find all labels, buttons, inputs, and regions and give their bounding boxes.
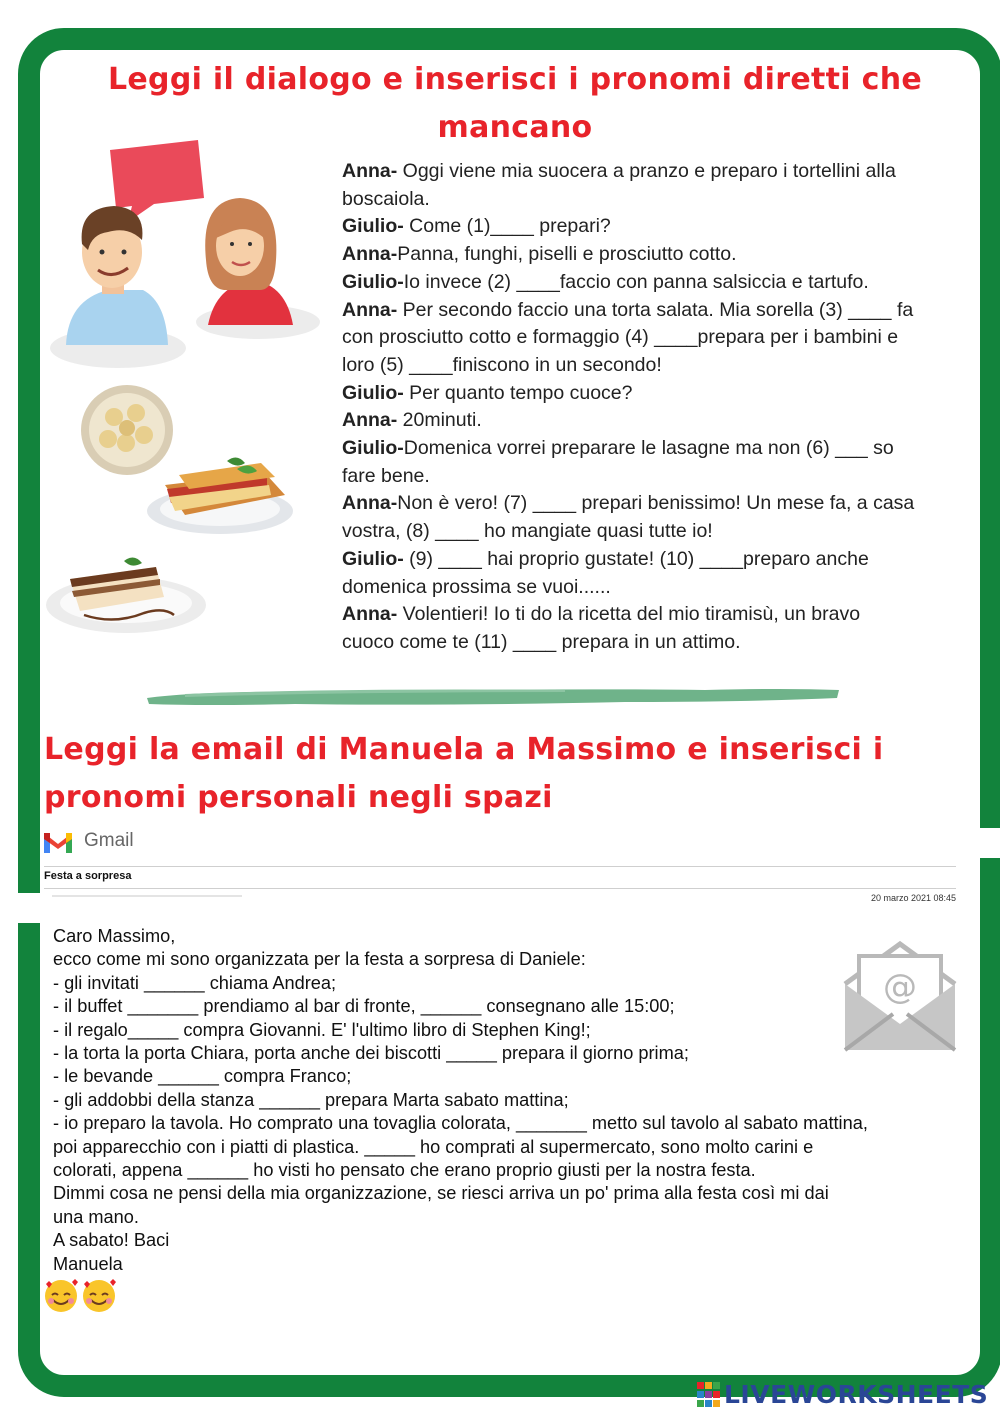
dialog-line: [342, 574, 960, 602]
frame-notch-right: [958, 828, 1000, 858]
section2-title-line1: Leggi la email di Manuela a Massimo e inserisci i: [44, 732, 884, 767]
email-line: Manuela: [53, 1253, 123, 1274]
lasagne-illustration: [145, 455, 295, 537]
dialog-speaker: Anna-: [342, 243, 398, 266]
dialog-text: cuoco come te (11) ____ prepara in un attimo.: [342, 630, 741, 653]
dialog-text: Come (1)____ prepari?: [403, 215, 611, 238]
dialog-line: [342, 241, 960, 269]
section1-title: [60, 56, 970, 152]
dialog-speaker: Anna-: [342, 603, 398, 626]
email-line: - la torta la porta Chiara, porta anche dei biscotti _____ prepara il giorno prima;: [53, 1043, 689, 1064]
dialog-line: [342, 186, 960, 214]
email-subject: Festa a sorpresa: [44, 870, 132, 882]
smiling-face-with-hearts-icon: [83, 1279, 116, 1312]
liveworksheets-logo-icon: [697, 1382, 721, 1408]
dialog-speaker: Anna-: [342, 492, 398, 515]
dialog-text: Io invece (2) ____faccio con panna salsiccia e tartufo.: [403, 270, 869, 293]
gmail-divider: [44, 866, 956, 867]
email-line: - gli addobbi della stanza ______ prepara Marta sabato mattina;: [53, 1089, 569, 1110]
dialog-text: Oggi viene mia suocera a pranzo e preparo i tortellini alla: [397, 160, 896, 182]
dialog-text: Domenica vorrei preparare le lasagne ma non (6) ___ so: [403, 437, 894, 460]
smiling-face-with-hearts-icon: [45, 1279, 78, 1312]
tiramisu-illustration: [44, 553, 209, 635]
email-line: poi apparecchio con i piatti di plastica. _____ ho comprati al supermercato, sono molto carini e: [53, 1136, 814, 1157]
dialog-line: [342, 297, 960, 325]
gmail-brand: Gmail: [84, 830, 134, 851]
dialog-text: 20minuti.: [397, 409, 482, 432]
dialog-line: [342, 435, 960, 463]
gmail-logo-icon: [44, 830, 72, 854]
section1-title-line1: Leggi il dialogo e inserisci i pronomi diretti che: [107, 62, 922, 97]
dialog-line: [342, 407, 960, 435]
email-line: ecco come mi sono organizzata per la festa a sorpresa di Daniele:: [53, 949, 586, 970]
dialog-text: Non è vero! (7) ____ prepari benissimo! Un mese fa, a casa: [397, 492, 915, 515]
dialog-text: Panna, funghi, piselli e prosciutto cotto.: [397, 243, 737, 266]
brush-divider: [145, 684, 845, 710]
dialog-line: [342, 629, 960, 657]
dialog-speaker: Giulio-: [342, 381, 404, 404]
dialog-speaker: Anna-: [342, 160, 398, 182]
liveworksheets-watermark: LIVEWORKSHEETS: [724, 1380, 989, 1409]
dialog-text: Per quanto tempo cuoce?: [403, 381, 633, 404]
dialog-speaker: Giulio-: [342, 270, 404, 293]
dialog-line: [342, 213, 960, 241]
dialog-speaker: Giulio-: [342, 215, 404, 238]
dialog-text: Per secondo faccio una torta salata. Mia sorella (3) ____ fa: [397, 298, 914, 321]
email-body: [53, 925, 958, 1276]
svg-text:@: @: [883, 967, 917, 1007]
dialog-line: [342, 158, 960, 186]
dialog-text: [342, 158, 960, 657]
dialog-text: fare bene.: [342, 464, 430, 487]
dialog-speaker: Giulio-: [342, 437, 404, 460]
email-line: - il buffet _______ prendiamo al bar di fronte, ______ consegnano alle 15:00;: [53, 996, 675, 1017]
smiling-face-hearts-emojis: [44, 1278, 122, 1314]
dialog-line: [342, 380, 960, 408]
dialog-speaker: Giulio-: [342, 547, 404, 570]
people-talking-illustration: [48, 140, 328, 380]
dialog-text: (9) ____ hai proprio gustate! (10) ____preparo anche: [403, 547, 869, 570]
dialog-text: vostra, (8) ____ ho mangiate quasi tutte io!: [342, 520, 713, 543]
email-line: - gli invitati ______ chiama Andrea;: [53, 972, 337, 993]
dialog-line: [342, 601, 960, 629]
email-line: - le bevande ______ compra Franco;: [53, 1066, 352, 1087]
dialog-text: domenica prossima se vuoi......: [342, 575, 611, 598]
dialog-line: [342, 269, 960, 297]
dialog-line: [342, 352, 960, 380]
dialog-speaker: Anna-: [342, 298, 398, 321]
email-date: 20 marzo 2021 08:45: [870, 893, 956, 903]
section2-title-line2: pronomi personali negli spazi: [44, 780, 553, 815]
email-line: Dimmi cosa ne pensi della mia organizzazione, se riesci arriva un po' prima alla festa così mi dai: [53, 1183, 829, 1204]
dialog-text: con prosciutto cotto e formaggio (4) ____prepara per i bambini e: [342, 326, 899, 349]
dialog-line: [342, 546, 960, 574]
section1-title-line2: mancano: [437, 110, 593, 145]
gmail-divider: [44, 888, 956, 889]
email-line: colorati, appena ______ ho visti ho pensato che erano proprio giusti per la nostra festa.: [53, 1160, 756, 1181]
email-line: una mano.: [53, 1206, 139, 1227]
dialog-line: [342, 518, 960, 546]
dialog-line: [342, 490, 960, 518]
dialog-text: loro (5) ____finiscono in un secondo!: [342, 353, 662, 376]
dialog-line: [342, 463, 960, 491]
email-line: - io preparo la tavola. Ho comprato una tovaglia colorata, _______ metto sul tavolo al sabato mattina,: [53, 1113, 868, 1134]
email-line: A sabato! Baci: [53, 1230, 170, 1251]
sender-line-faded: [52, 895, 242, 897]
email-line: Caro Massimo,: [53, 926, 176, 946]
dialog-speaker: Anna-: [342, 409, 398, 432]
dialog-line: [342, 324, 960, 352]
email-line: - il regalo_____ compra Giovanni. E' l'ultimo libro di Stephen King!;: [53, 1019, 591, 1040]
dialog-text: Volentieri! Io ti do la ricetta del mio tiramisù, un bravo: [397, 603, 861, 626]
section2-title: [44, 726, 954, 822]
frame-notch-left: [0, 893, 42, 923]
dialog-text: boscaiola.: [342, 187, 430, 210]
